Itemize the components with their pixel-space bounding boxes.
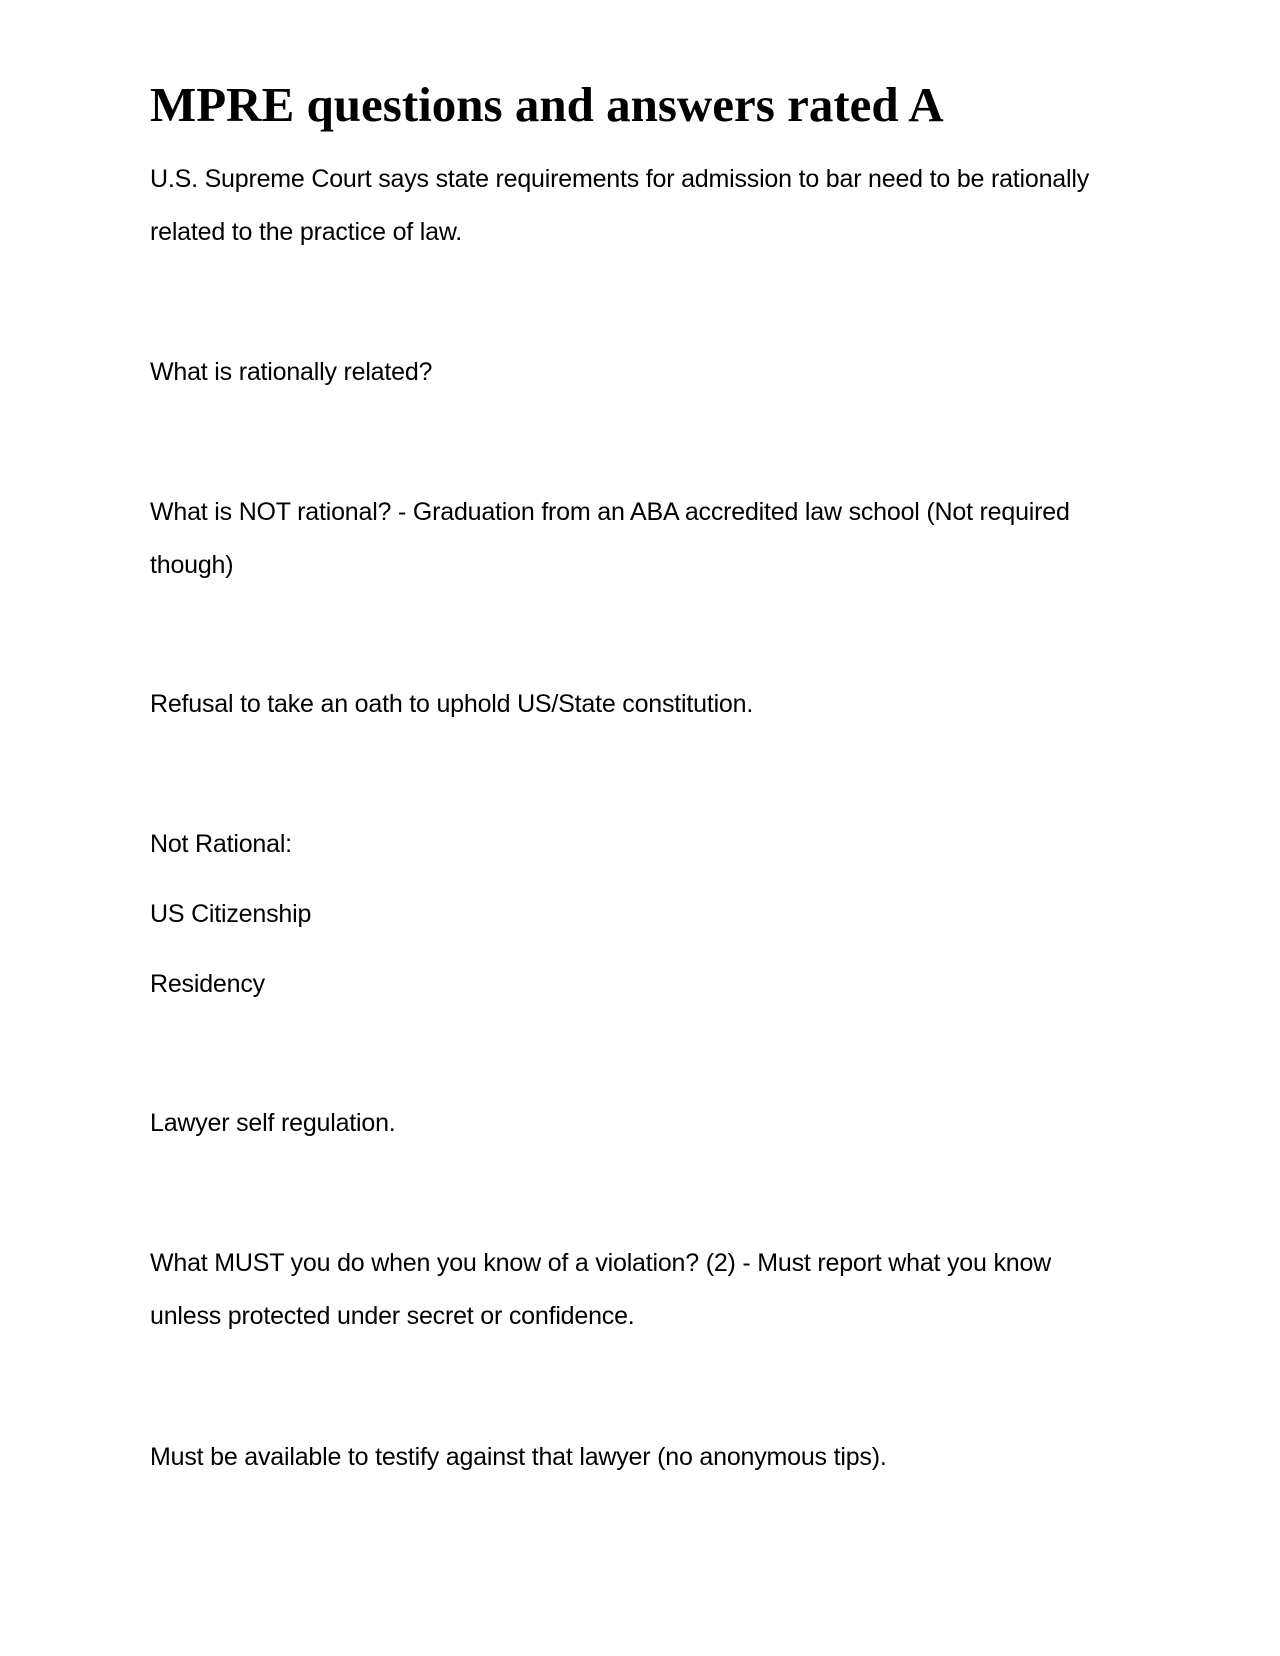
paragraph-residency: Residency [150,970,265,998]
paragraph-rationally-related-question: What is rationally related? [150,358,433,386]
paragraph-us-citizenship: US Citizenship [150,900,312,928]
paragraph-not-rational-heading: Not Rational: [150,830,292,858]
paragraph-oath-refusal: Refusal to take an oath to uphold US/State constitution. [150,690,754,718]
paragraph-admission-requirements: U.S. Supreme Court says state requirements for admission to bar need to be rationally related to the practice of law. [150,165,1090,246]
paragraph-testify-requirement: Must be available to testify against that lawyer (no anonymous tips). [150,1443,887,1471]
paragraph-violation-reporting: What MUST you do when you know of a violation? (2) - Must report what you know unless protected under secret or confidence. [150,1249,1052,1330]
document-title: MPRE questions and answers rated A [150,77,944,132]
paragraph-not-rational-question: What is NOT rational? - Graduation from an ABA accredited law school (Not required though) [150,498,1070,579]
paragraph-self-regulation: Lawyer self regulation. [150,1109,396,1137]
